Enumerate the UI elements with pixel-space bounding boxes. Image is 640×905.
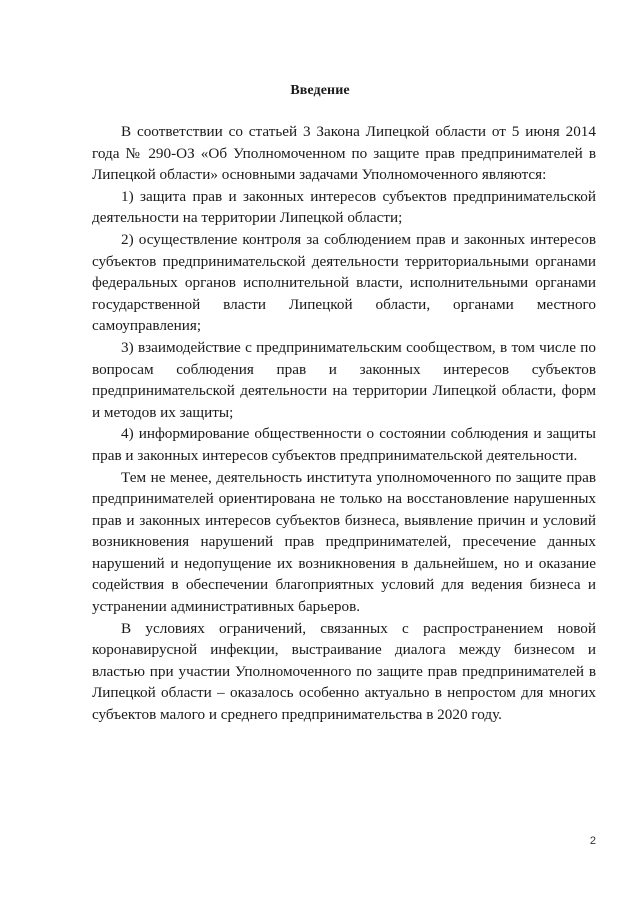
paragraph-coronavirus: В условиях ограничений, связанных с распространением новой коронавирусной инфекции, выстраивание диалога между бизнесом и властью при участии Уполномоченного по защите прав предпринимателей в Липецкой области – оказалось особенно актуально в непростом для многих субъектов малого и среднего предпринимательства в 2020 году. — [92, 619, 596, 724]
paragraph-task-2: 2) осуществление контроля за соблюдением прав и законных интересов субъектов предпринимательской деятельности территориальными органами федеральных органов исполнительной власти, исполнительными органами государственной власти Липецкой области, органами местного самоуправления; — [92, 230, 596, 335]
body-text — [92, 121, 596, 726]
paragraph-task-1: 1) защита прав и законных интересов субъектов предпринимательской деятельности на территории Липецкой области; — [92, 187, 596, 227]
paragraph-intro: В соответствии со статьей 3 Закона Липецкой области от 5 июня 2014 года № 290-ОЗ «Об Уполномоченном по защите прав предпринимателей в Липецкой области» основными задачами Уполномоченного являются: — [92, 123, 596, 184]
section-heading: Введение — [290, 83, 350, 98]
paragraph-activity: Тем не менее, деятельность института уполномоченного по защите прав предпринимателей ориентирована не только на восстановление нарушенных прав и законных интересов субъектов бизнеса, выявление причин и условий возникновения нарушений прав предпринимателей, пресечение данных нарушений и недопущение их возникновения в дальнейшем, но и оказание содействия в обеспечении благоприятных условий для ведения бизнеса и устранении административных барьеров. — [92, 468, 596, 616]
paragraph-task-4: 4) информирование общественности о состоянии соблюдения и защиты прав и законных интересов субъектов предпринимательской деятельности. — [92, 425, 596, 464]
paragraph-task-3: 3) взаимодействие с предпринимательским сообществом, в том числе по вопросам соблюдения прав и законных интересов субъектов предпринимательской деятельности на территории Липецкой области, форм и методов их защиты; — [92, 338, 596, 421]
page-number: 2 — [589, 835, 596, 847]
